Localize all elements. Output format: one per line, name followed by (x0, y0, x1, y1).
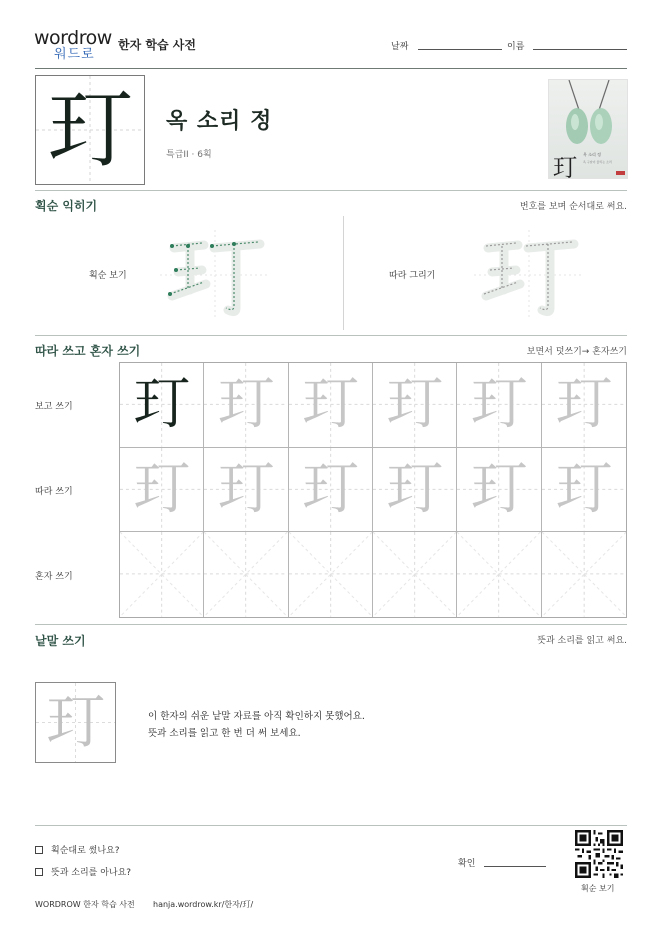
practice-cell[interactable] (289, 363, 373, 448)
trace-character: 玎 (302, 372, 359, 437)
vocab-section-title: 낱말 쓰기 (35, 634, 86, 648)
footer-url[interactable]: hanja.wordrow.kr/한자/玎/ (153, 900, 254, 909)
practice-cell[interactable] (204, 363, 288, 448)
date-label: 날짜 (391, 42, 409, 52)
check-meaning-sound-label: 뜻과 소리를 아나요? (51, 868, 132, 878)
confirm-field[interactable] (484, 866, 546, 867)
practice-cell-empty[interactable] (373, 532, 457, 617)
practice-cell-empty[interactable] (542, 532, 626, 617)
check-stroke-order-label: 획순대로 썼나요? (51, 846, 120, 856)
vocab-message-line2: 뜻과 소리를 읽고 한 번 더 써 보세요. (148, 728, 301, 739)
stroke-order-diagram (160, 230, 270, 320)
practice-section-hint: 보면서 덧쓰기→ 혼자쓰기 (526, 347, 627, 357)
app-title: 한자 학습 사전 (118, 38, 196, 52)
header-divider (35, 68, 627, 69)
character-thumbnail (548, 79, 628, 179)
row-label-view: 보고 쓰기 (35, 402, 73, 412)
trace-character: 玎 (555, 456, 612, 522)
checkbox-icon[interactable] (35, 846, 43, 854)
practice-grid (119, 362, 627, 618)
hero-grade-strokes: 특급II · 6획 (166, 150, 212, 160)
practice-cell[interactable] (542, 363, 626, 448)
name-field[interactable] (533, 49, 627, 50)
practice-cell-empty[interactable] (289, 532, 373, 617)
trace-character: 玎 (470, 456, 527, 522)
practice-cell[interactable] (457, 448, 541, 533)
thumbnail-badge (616, 171, 625, 175)
trace-character: 玎 (470, 372, 527, 437)
hero-title: 옥 소리 정 (166, 109, 273, 134)
trace-character: 玎 (217, 456, 274, 522)
vocab-message-line1: 이 한자의 쉬운 낱말 자료를 아직 확인하지 못했어요. (148, 711, 365, 722)
trace-character: 玎 (555, 372, 612, 437)
practice-cell-empty[interactable] (120, 532, 204, 617)
hero-character: 玎 (47, 81, 132, 179)
practice-cell[interactable] (204, 448, 288, 533)
check-stroke-order[interactable] (35, 843, 120, 856)
thumbnail-character: 玎 (553, 154, 577, 179)
thumbnail-caption: 옥 소리 정 (583, 152, 601, 157)
name-label: 이름 (507, 42, 525, 52)
footer-brand: WORDROW 한자 학습 사전 (35, 900, 135, 909)
trace-character: 玎 (133, 456, 190, 522)
vocab-character: 玎 (46, 688, 105, 756)
stroke-trace-label: 따라 그리기 (389, 271, 436, 281)
logo-korean: 워드로 (54, 47, 95, 62)
practice-cell[interactable] (373, 363, 457, 448)
row-label-solo: 혼자 쓰기 (35, 572, 73, 582)
practice-section-title: 따라 쓰고 혼자 쓰기 (35, 344, 141, 358)
stroke-section-divider (343, 216, 344, 330)
practice-cell[interactable] (542, 448, 626, 533)
stroke-section-hint: 번호를 보며 순서대로 써요. (519, 202, 627, 212)
logo-wordmark: wordrow (34, 27, 112, 49)
practice-cell[interactable] (373, 448, 457, 533)
practice-cell[interactable] (289, 448, 373, 533)
practice-cell[interactable] (120, 363, 204, 448)
stroke-view-label: 획순 보기 (89, 271, 127, 281)
qr-label: 획순 보기 (581, 884, 615, 893)
practice-cell-empty[interactable] (457, 532, 541, 617)
wordrow-logo (34, 28, 114, 64)
confirm-label: 확인 (458, 859, 476, 869)
practice-cell[interactable] (120, 448, 204, 533)
hero-divider (35, 190, 627, 191)
stroke-section-title: 획순 익히기 (35, 199, 98, 213)
check-meaning-sound[interactable] (35, 865, 131, 878)
trace-character: 玎 (386, 456, 443, 522)
hero-character-box (35, 75, 145, 185)
row-label-trace: 따라 쓰기 (35, 487, 73, 497)
trace-character: 玎 (386, 372, 443, 437)
practice-cell-empty[interactable] (204, 532, 288, 617)
trace-character: 玎 (302, 456, 359, 522)
footer-divider (35, 825, 627, 826)
vocab-section-hint: 뜻과 소리를 읽고 써요. (537, 636, 627, 646)
qr-code-icon[interactable] (575, 830, 623, 878)
vocab-character-box[interactable] (35, 682, 116, 763)
model-character: 玎 (133, 372, 190, 437)
stroke-trace-diagram[interactable] (474, 230, 584, 320)
practice-cell[interactable] (457, 363, 541, 448)
date-field[interactable] (418, 49, 502, 50)
checkbox-icon[interactable] (35, 868, 43, 876)
practice-divider (35, 624, 627, 625)
stroke-divider (35, 335, 627, 336)
thumbnail-description: 옥 구슬이 울리는 소리 (583, 160, 612, 164)
trace-character: 玎 (217, 372, 274, 437)
